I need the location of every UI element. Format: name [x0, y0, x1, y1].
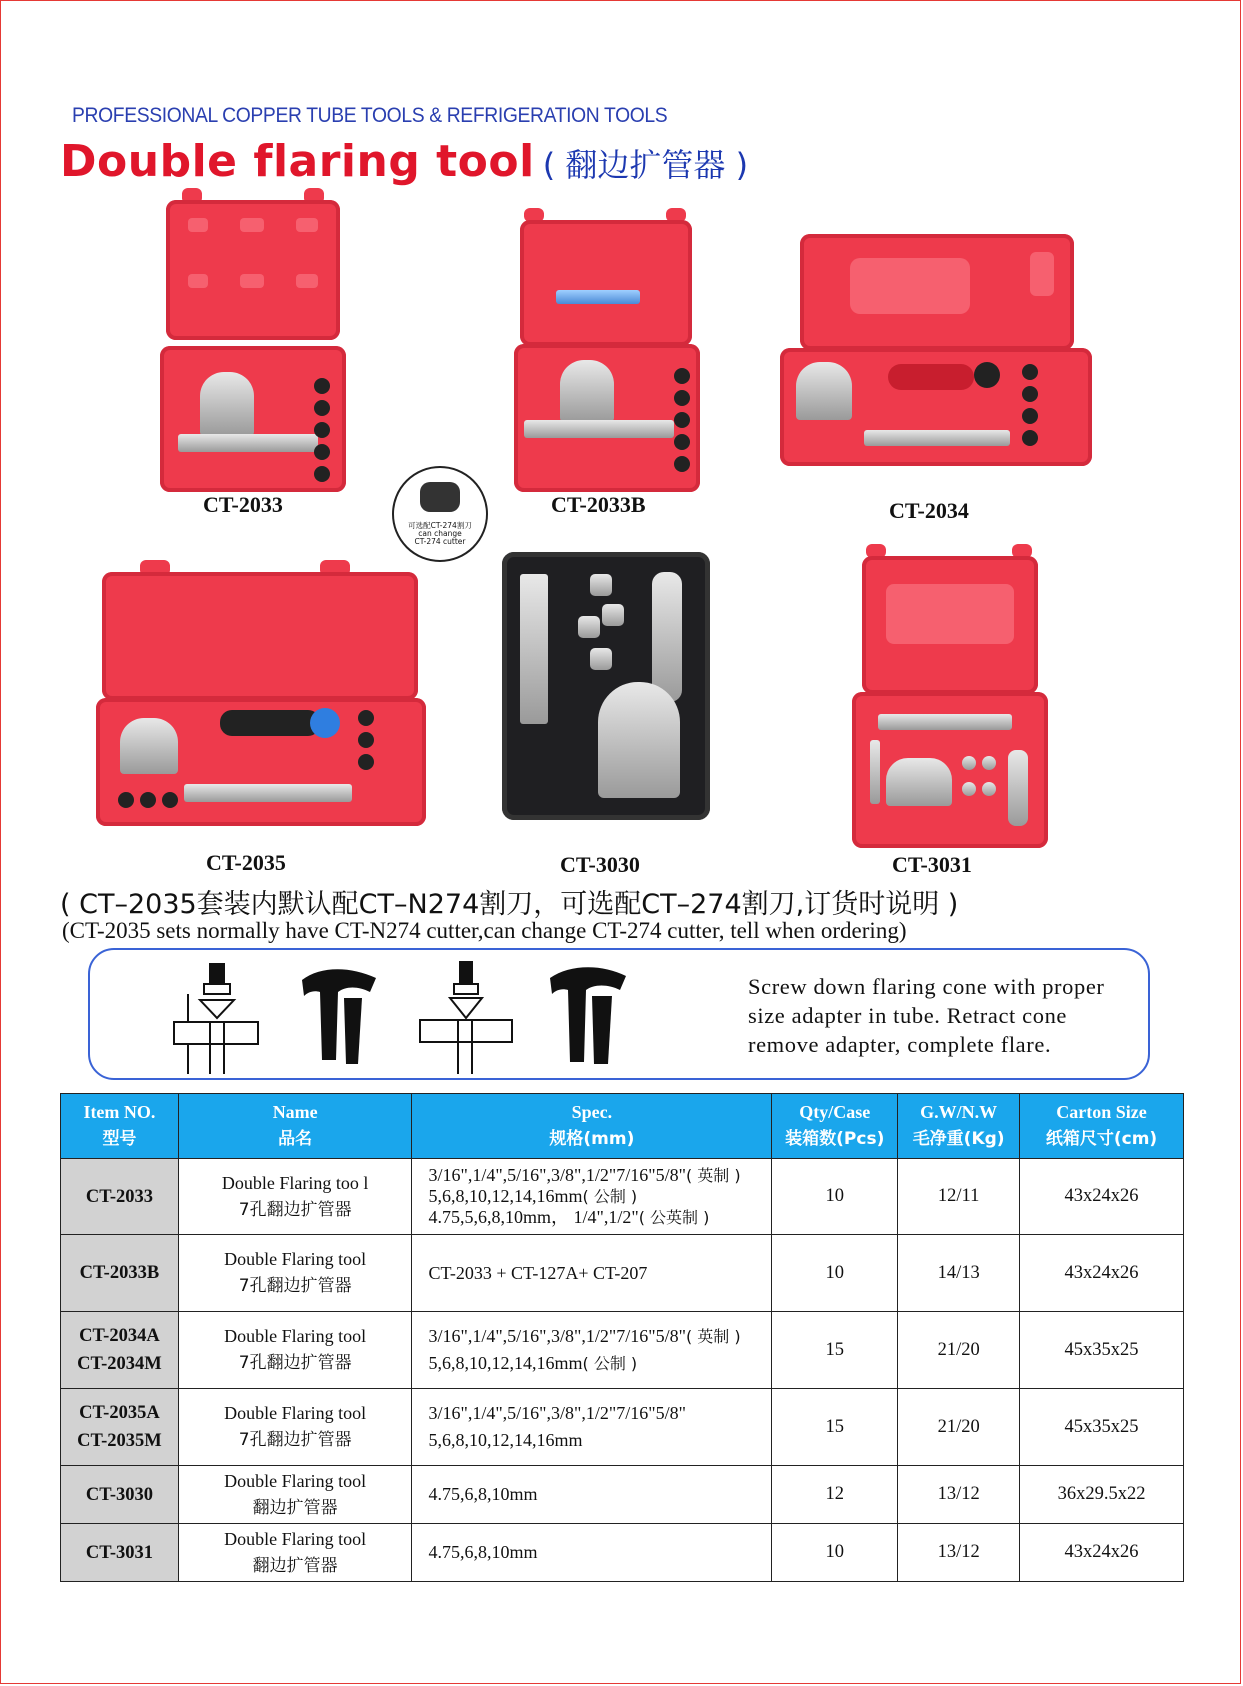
instruction-box [88, 948, 1150, 1080]
adapter [140, 792, 156, 808]
adapter-nut [982, 756, 996, 770]
product-label: CT-2035 [206, 850, 286, 875]
product-label: CT-2033B [551, 492, 646, 517]
table-row [61, 1389, 1184, 1466]
adapter [674, 390, 690, 406]
cell-name: Double Flaring too l 7孔翻边扩管器 [178, 1159, 412, 1235]
case-slot [886, 584, 1014, 644]
flaring-bar [178, 434, 318, 452]
adapter-nut [962, 756, 976, 770]
cell-spec: CT-2033 + CT-127A+ CT-207 [412, 1235, 772, 1312]
case-slot [240, 218, 264, 232]
flaring-yoke [200, 372, 254, 436]
flaring-yoke [120, 718, 178, 774]
cell-carton: 43x24x26 [1020, 1235, 1184, 1312]
table-row [61, 1524, 1184, 1582]
adapter [118, 792, 134, 808]
cell-weight: 12/11 [898, 1159, 1020, 1235]
cell-carton: 45x35x25 [1020, 1389, 1184, 1466]
adapter-nut [602, 604, 624, 626]
case-lid [520, 220, 692, 346]
tube-cutter [556, 290, 640, 304]
cell-spec: 4.75,6,8,10mm [412, 1524, 772, 1582]
case-slot [240, 274, 264, 288]
product-label: CT-2034 [889, 498, 969, 523]
flaring-bar [864, 430, 1010, 446]
case-slot [296, 218, 318, 232]
flaring-steps-diagram [170, 952, 690, 1078]
adapter [674, 368, 690, 384]
adapter [674, 456, 690, 472]
cell-spec: 3/16",1/4",5/16",3/8",1/2"7/16"5/8"( 英制 ) 5,6,8,10,12,14,16mm( 公制 ) [412, 1312, 772, 1389]
case-lid [102, 572, 418, 700]
cutter-icon [420, 482, 460, 512]
callout-text: 可选配CT-274割刀 can change CT-274 cutter [408, 521, 472, 546]
flaring-yoke [560, 360, 614, 422]
flaring-bar [184, 784, 352, 802]
tube-cutter [888, 364, 974, 390]
cell-carton: 43x24x26 [1020, 1159, 1184, 1235]
product-label: CT-3031 [892, 852, 972, 877]
cell-qty: 15 [772, 1312, 898, 1389]
cell-item: CT-2035A CT-2035M [61, 1389, 179, 1466]
adapter [358, 710, 374, 726]
tube-cutter [220, 710, 320, 736]
cutter-knob [974, 362, 1000, 388]
page-subtitle: PROFESSIONAL COPPER TUBE TOOLS & REFRIGERATION TOOLS [72, 104, 668, 127]
adapter [1022, 430, 1038, 446]
cutter-callout [392, 466, 488, 562]
cell-name: Double Flaring tool 7孔翻边扩管器 [178, 1312, 412, 1389]
product-ct-3030 [502, 552, 710, 820]
adapter-nut [590, 648, 612, 670]
note-chinese: ( CT–2035套装内默认配CT–N274割刀，可选配CT–274割刀,订货时说明 ) [60, 889, 959, 920]
flaring-yoke [796, 362, 852, 420]
flaring-bar [878, 714, 1012, 730]
case-slot [188, 218, 208, 232]
flaring-yoke [886, 758, 952, 806]
cell-weight: 21/20 [898, 1389, 1020, 1466]
adapter [314, 400, 330, 416]
spec-table [60, 1093, 1184, 1582]
wrench [1008, 750, 1028, 826]
table-row [61, 1466, 1184, 1524]
adapter [314, 444, 330, 460]
cell-qty: 10 [772, 1524, 898, 1582]
step-2-icon [302, 969, 376, 1064]
case-slot [188, 274, 208, 288]
adapter [358, 732, 374, 748]
cell-name: Double Flaring tool 翻边扩管器 [178, 1466, 412, 1524]
cell-item: CT-3031 [61, 1524, 179, 1582]
cell-weight: 13/12 [898, 1524, 1020, 1582]
page-title [60, 136, 748, 187]
adapter-nut [590, 574, 612, 596]
cell-name: Double Flaring tool 翻边扩管器 [178, 1524, 412, 1582]
cell-weight: 13/12 [898, 1466, 1020, 1524]
adapter-nut [962, 782, 976, 796]
cell-item: CT-2034A CT-2034M [61, 1312, 179, 1389]
cell-item: CT-2033B [61, 1235, 179, 1312]
table-row [61, 1312, 1184, 1389]
header-qty: Qty/Case 装箱数(Pcs) [772, 1094, 898, 1159]
adapter-nut [578, 616, 600, 638]
adapter [314, 466, 330, 482]
table-row [61, 1159, 1184, 1235]
adapter [674, 434, 690, 450]
cutter-knob [310, 708, 340, 738]
product-ct-2033 [160, 188, 346, 494]
cell-item: CT-2033 [61, 1159, 179, 1235]
case-handle [1030, 252, 1054, 296]
adapter [314, 422, 330, 438]
note-english: (CT-2035 sets normally have CT-N274 cutter,can change CT-274 cutter, tell when ordering) [62, 918, 907, 943]
adapter [162, 792, 178, 808]
step-4-icon [550, 967, 626, 1064]
cell-carton: 36x29.5x22 [1020, 1466, 1184, 1524]
adapter [358, 754, 374, 770]
cell-spec: 3/16",1/4",5/16",3/8",1/2"7/16"5/8" 5,6,8,10,12,14,16mm [412, 1389, 772, 1466]
cell-name: Double Flaring tool 7孔翻边扩管器 [178, 1389, 412, 1466]
case-slot [296, 274, 318, 288]
flaring-bar [524, 420, 674, 438]
table-header-row [61, 1094, 1184, 1159]
product-ct-2033b [514, 208, 700, 492]
cell-spec: 3/16",1/4",5/16",3/8",1/2"7/16"5/8"( 英制 ) 5,6,8,10,12,14,16mm( 公制 ) 4.75,5,6,8,10mm， 1/4",1/2"( 公英制 ) [412, 1159, 772, 1235]
adapter [674, 412, 690, 428]
header-name: Name 品名 [178, 1094, 412, 1159]
product-ct-3031 [852, 544, 1048, 850]
header-carton: Carton Size 纸箱尺寸(cm) [1020, 1094, 1184, 1159]
cell-weight: 21/20 [898, 1312, 1020, 1389]
cell-spec: 4.75,6,8,10mm [412, 1466, 772, 1524]
adapter-nut [982, 782, 996, 796]
cell-qty: 15 [772, 1389, 898, 1466]
cell-name: Double Flaring tool 7孔翻边扩管器 [178, 1235, 412, 1312]
step-3-icon [420, 962, 512, 1074]
cell-qty: 10 [772, 1235, 898, 1312]
header-spec: Spec. 规格(mm) [412, 1094, 772, 1159]
t-handle [870, 740, 880, 804]
cell-carton: 43x24x26 [1020, 1524, 1184, 1582]
product-label: CT-2033 [203, 492, 283, 517]
adapter [1022, 364, 1038, 380]
product-label: CT-3030 [560, 852, 640, 877]
cell-carton: 45x35x25 [1020, 1312, 1184, 1389]
cell-weight: 14/13 [898, 1235, 1020, 1312]
cell-qty: 12 [772, 1466, 898, 1524]
step-1-icon [174, 964, 258, 1074]
cell-item: CT-3030 [61, 1466, 179, 1524]
product-ct-2034 [780, 222, 1092, 470]
wrench [652, 572, 682, 702]
title-chinese: ( 翻边扩管器 ) [542, 146, 749, 184]
adapter [1022, 408, 1038, 424]
header-item-no: Item NO. 型号 [61, 1094, 179, 1159]
flaring-bar [520, 574, 548, 724]
adapter [1022, 386, 1038, 402]
table-row [61, 1235, 1184, 1312]
cell-qty: 10 [772, 1159, 898, 1235]
instruction-text: Screw down flaring cone with proper size adapter in tube. Retract cone remove adapter, complete flare. [748, 974, 1105, 1057]
title-english: Double flaring tool [60, 136, 535, 187]
adapter [314, 378, 330, 394]
header-weight: G.W/N.W 毛净重(Kg) [898, 1094, 1020, 1159]
product-ct-2035 [96, 560, 426, 828]
case-slot [850, 258, 970, 314]
flaring-yoke [598, 682, 680, 798]
